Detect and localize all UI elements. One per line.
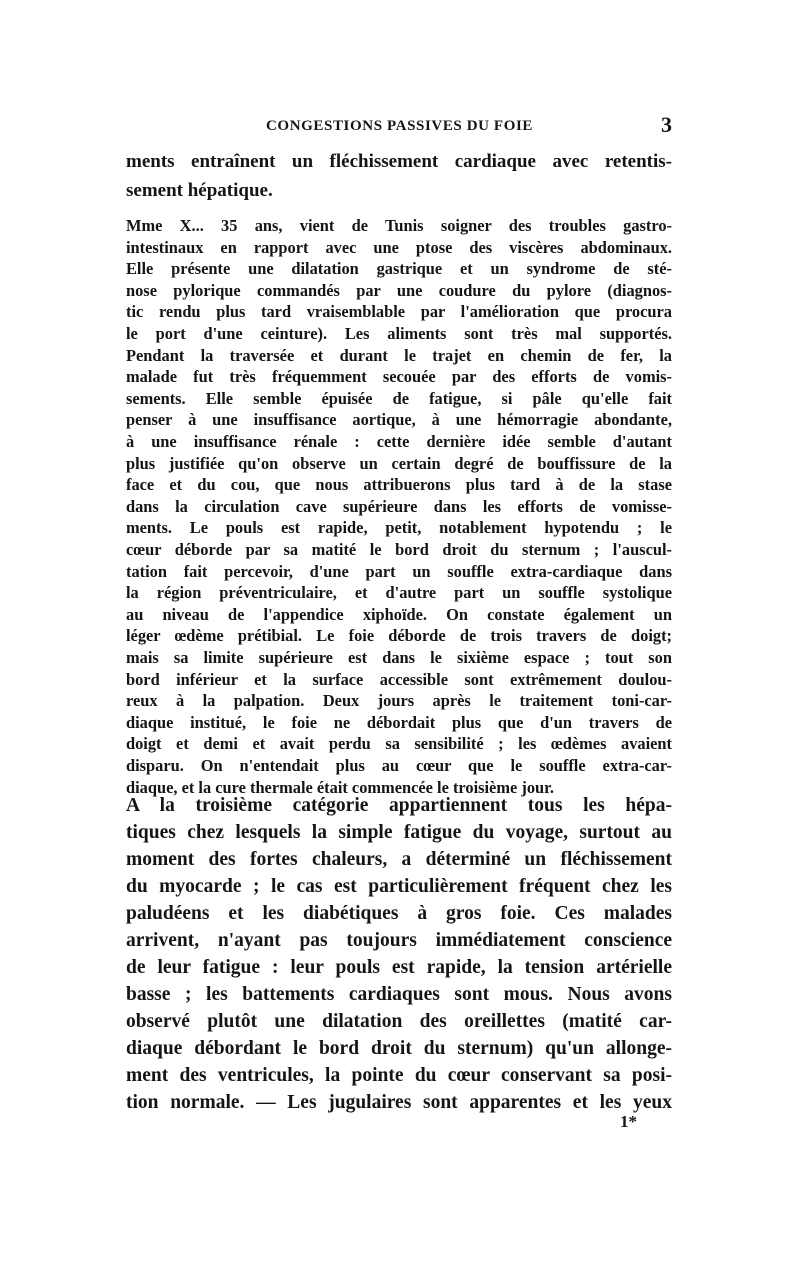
text-line: observé plutôt une dilatation des oreillettes (matité car- <box>126 1011 672 1032</box>
text-line: Pendant la traversée et durant le trajet en chemin de fer, la <box>126 345 672 365</box>
text-line: A la troisième catégorie appartiennent tous les hépa- <box>126 795 672 816</box>
text-line: diaque débordant le bord droit du sternum) qu'un allonge- <box>126 1038 672 1059</box>
text-line: arrivent, n'ayant pas toujours immédiatement conscience <box>126 930 672 951</box>
text-line: reux à la palpation. Deux jours après le traitement toni-car- <box>126 691 672 711</box>
text-line: tion normale. — Les jugulaires sont apparentes et les yeux <box>126 1092 672 1113</box>
text-line: tiques chez lesquels la simple fatigue du voyage, surtout au <box>126 822 672 843</box>
text-line: à une insuffisance rénale : cette dernière idée semble d'autant <box>126 432 672 451</box>
text-line: mais sa limite supérieure est dans le sixième espace ; tout son <box>126 648 672 667</box>
text-line: le port d'une ceinture). Les aliments sont très mal supportés. <box>126 324 672 343</box>
text-line: basse ; les battements cardiaques sont mous. Nous avons <box>126 984 672 1005</box>
text-line: intestinaux en rapport avec une ptose des viscères abdominaux. <box>126 237 672 257</box>
text-line: la région préventriculaire, et d'autre part un souffle systolique <box>126 583 672 603</box>
text-line: disparu. On n'entendait plus au cœur que le souffle extra-car- <box>126 756 672 775</box>
text-line: tation fait percevoir, d'une part un souffle extra-cardiaque dans <box>126 561 672 581</box>
text-line: nose pylorique commandés par une coudure du pylore (diagnos- <box>126 280 672 300</box>
page-header <box>126 112 672 140</box>
text-line: du myocarde ; le cas est particulièrement fréquent chez les <box>126 876 672 897</box>
text-line: face et du cou, que nous attribuerons plus tard à de la stase <box>126 475 672 495</box>
text-line: ments entraînent un fléchissement cardiaque avec retentis- <box>126 151 672 172</box>
text-line: ments. Le pouls est rapide, petit, notablement hypotendu ; le <box>126 518 672 538</box>
text-line: au niveau de l'appendice xiphoïde. On constate également un <box>126 604 672 624</box>
text-line: tic rendu plus tard vraisemblable par l'amélioration que procura <box>126 302 672 322</box>
text-line: Mme X... 35 ans, vient de Tunis soigner des troubles gastro- <box>126 216 672 235</box>
text-line: cœur déborde par sa matité le bord droit du sternum ; l'auscul- <box>126 540 672 559</box>
page-number: 3 <box>661 112 672 137</box>
text-line: diaque, et la cure thermale était commencée le troisième jour. <box>126 777 554 797</box>
text-line: malade fut très fréquemment secouée par des efforts de vomis- <box>126 367 672 387</box>
text-line: de leur fatigue : leur pouls est rapide, la tension artérielle <box>126 957 672 978</box>
text-line: plus justifiée qu'on observe un certain degré de bouffissure de la <box>126 453 672 473</box>
text-line: bord inférieur et la surface accessible sont extrêmement doulou- <box>126 669 672 689</box>
text-line: sements. Elle semble épuisée de fatigue, si pâle qu'elle fait <box>126 388 672 408</box>
text-line: penser à une insuffisance aortique, à une hémorragie abondante, <box>126 410 672 430</box>
text-line: moment des fortes chaleurs, a déterminé un fléchissement <box>126 849 672 870</box>
text-line: ment des ventricules, la pointe du cœur conservant sa posi- <box>126 1065 672 1086</box>
text-line: sement hépatique. <box>126 180 273 201</box>
text-line: léger œdème prétibial. Le foie déborde de trois travers de doigt; <box>126 626 672 646</box>
text-line: doigt et demi et avait perdu sa sensibilité ; les œdèmes avaient <box>126 734 672 754</box>
running-title: CONGESTIONS PASSIVES DU FOIE <box>266 118 534 134</box>
text-line: Elle présente une dilatation gastrique et un syndrome de sté- <box>126 259 672 279</box>
text-line: paludéens et les diabétiques à gros foie. Ces malades <box>126 903 672 924</box>
text-line: dans la circulation cave supérieure dans les efforts de vomisse- <box>126 496 672 516</box>
text-line: diaque institué, le foie ne débordait plus que d'un travers de <box>126 712 672 732</box>
signature-mark: 1* <box>620 1112 637 1131</box>
